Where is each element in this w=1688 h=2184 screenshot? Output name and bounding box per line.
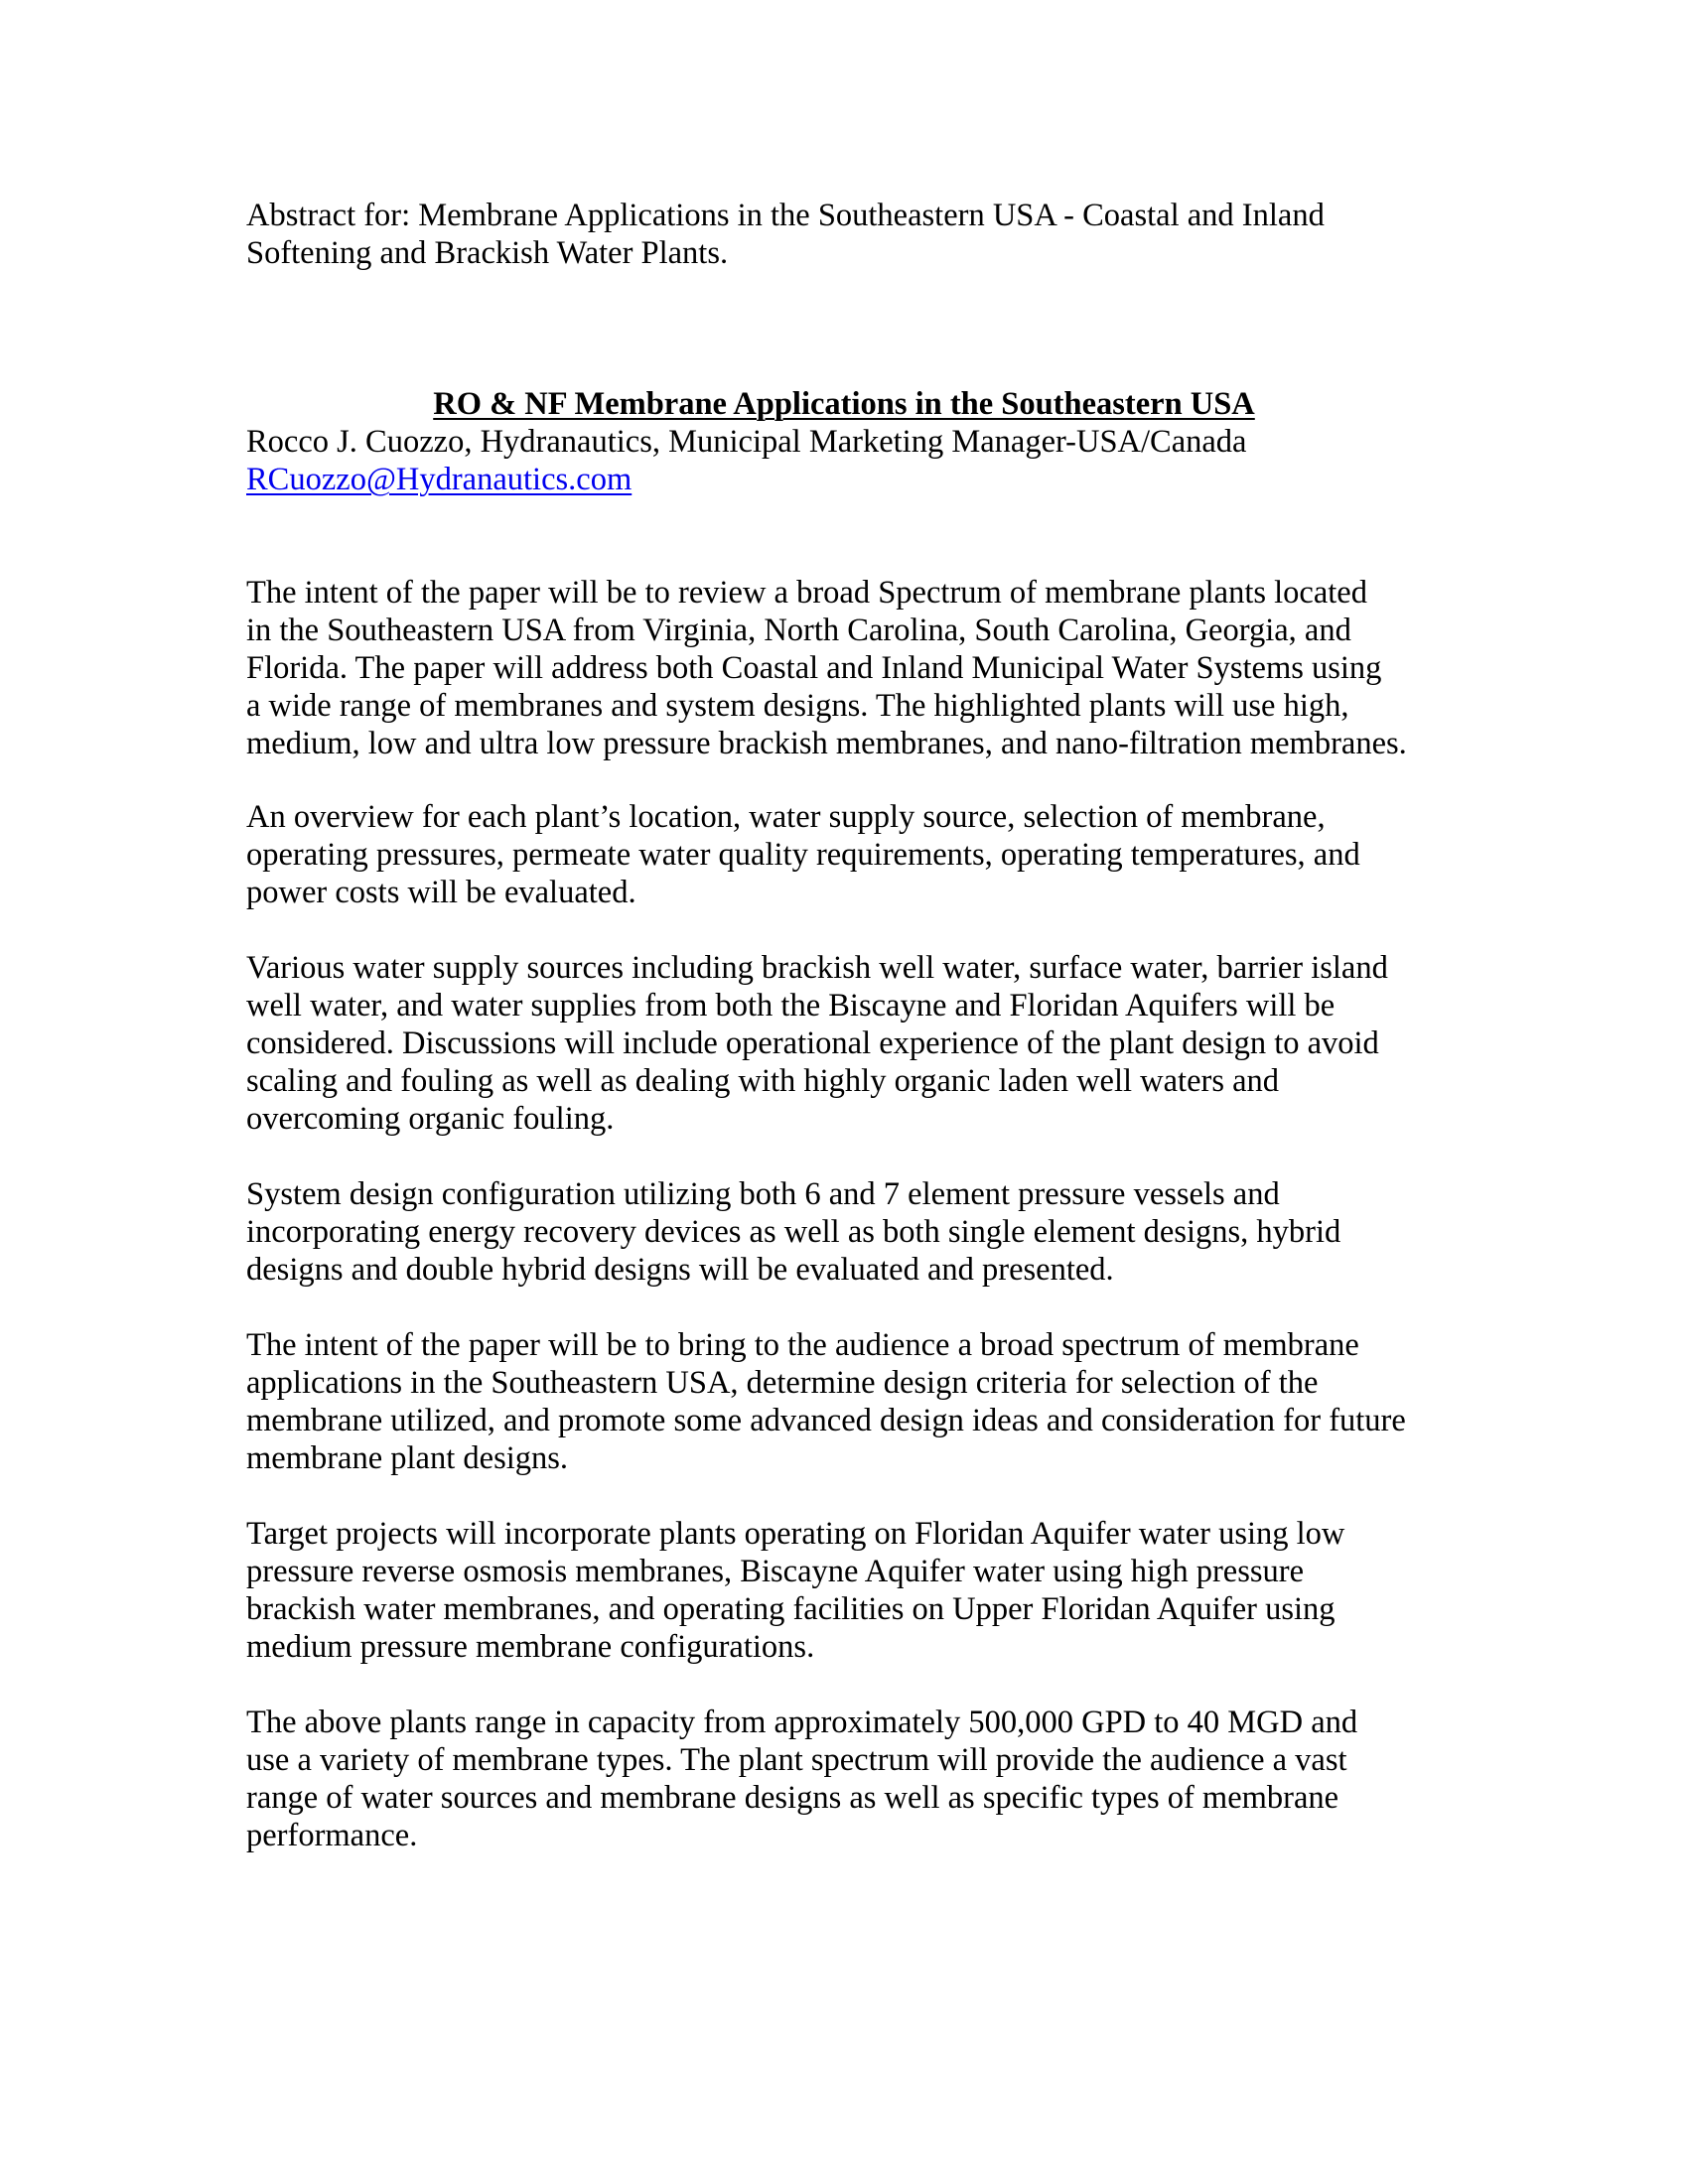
paragraph-line: brackish water membranes, and operating facilities on Upper Floridan Aquifer using (246, 1591, 1336, 1627)
paragraph-line: Florida. The paper will address both Coastal and Inland Municipal Water Systems using (246, 650, 1382, 686)
paragraph-line: operating pressures, permeate water quality requirements, operating temperatures, and (246, 837, 1360, 873)
author-line: Rocco J. Cuozzo, Hydranautics, Municipal Marketing Manager-USA/Canada (246, 424, 1247, 460)
paragraph-water-sources (246, 949, 1388, 1138)
email-line (246, 461, 1442, 498)
paragraph-line: in the Southeastern USA from Virginia, North Carolina, South Carolina, Georgia, and (246, 613, 1351, 648)
paragraph-line: performance. (246, 1818, 418, 1853)
paragraph-target-projects (246, 1515, 1344, 1666)
paragraph-line: The above plants range in capacity from approximately 500,000 GPD to 40 MGD and (246, 1705, 1358, 1740)
paragraph-line: use a variety of membrane types. The plant spectrum will provide the audience a vast (246, 1742, 1347, 1778)
paragraph-line: An overview for each plant’s location, water supply source, selection of membrane, (246, 799, 1326, 835)
paragraph-line: Various water supply sources including brackish well water, surface water, barrier island (246, 950, 1388, 986)
paragraph-line: range of water sources and membrane designs as well as specific types of membrane (246, 1780, 1339, 1816)
paragraph-line: well water, and water supplies from both the Biscayne and Floridan Aquifers will be (246, 988, 1336, 1024)
paragraph-scope (246, 574, 1407, 762)
paragraph-line: incorporating energy recovery devices as well as both single element designs, hybrid (246, 1214, 1341, 1250)
paragraph-line: membrane plant designs. (246, 1440, 569, 1476)
paragraph-line: medium, low and ultra low pressure brackish membranes, and nano-filtration membranes. (246, 726, 1407, 761)
paragraph-line: medium pressure membrane configurations. (246, 1629, 815, 1665)
email-link[interactable]: RCuozzo@Hydranautics.com (246, 462, 633, 497)
paragraph-line: considered. Discussions will include operational experience of the plant design to avoid (246, 1025, 1379, 1061)
paragraph-capacity (246, 1704, 1357, 1854)
paper-title-text: RO & NF Membrane Applications in the Southeastern USA (433, 386, 1255, 422)
abstract-header-line: Abstract for: Membrane Applications in the Southeastern USA - Coastal and Inland (246, 198, 1325, 233)
paper-title (246, 385, 1442, 423)
abstract-header-line: Softening and Brackish Water Plants. (246, 235, 729, 271)
paragraph-line: The intent of the paper will be to bring to the audience a broad spectrum of membrane (246, 1327, 1359, 1363)
abstract-header (246, 197, 1325, 272)
paragraph-line: designs and double hybrid designs will be evaluated and presented. (246, 1252, 1114, 1288)
paragraph-line: pressure reverse osmosis membranes, Biscayne Aquifer water using high pressure (246, 1554, 1304, 1589)
paragraph-line: applications in the Southeastern USA, determine design criteria for selection of the (246, 1365, 1319, 1401)
paragraph-system-design (246, 1175, 1340, 1289)
paragraph-line: power costs will be evaluated. (246, 875, 636, 910)
paragraph-line: overcoming organic fouling. (246, 1101, 615, 1137)
paragraph-overview (246, 798, 1360, 911)
paragraph-line: membrane utilized, and promote some advanced design ideas and consideration for future (246, 1403, 1406, 1438)
paper-header (246, 385, 1442, 498)
paragraph-line: a wide range of membranes and system designs. The highlighted plants will use high, (246, 688, 1349, 724)
paragraph-line: Target projects will incorporate plants operating on Floridan Aquifer water using low (246, 1516, 1345, 1552)
paragraph-line: scaling and fouling as well as dealing with highly organic laden well waters and (246, 1063, 1280, 1099)
paragraph-line: The intent of the paper will be to review a broad Spectrum of membrane plants located (246, 575, 1367, 611)
paragraph-intent (246, 1326, 1406, 1477)
paragraph-line: System design configuration utilizing both 6 and 7 element pressure vessels and (246, 1176, 1280, 1212)
